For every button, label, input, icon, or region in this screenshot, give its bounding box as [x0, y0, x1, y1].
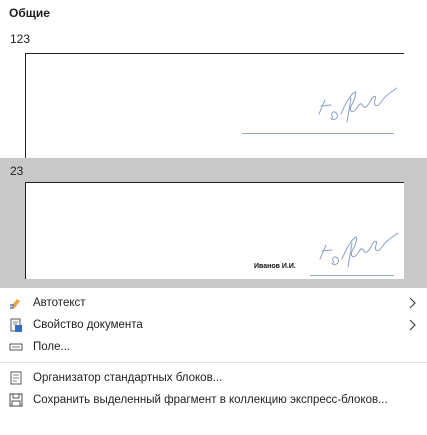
block-name: 123: [10, 32, 31, 46]
gallery-block-23[interactable]: [0, 158, 427, 288]
section-title: Общие: [9, 6, 50, 20]
menu-item-autotext[interactable]: [0, 292, 427, 314]
menu-separator: [0, 362, 427, 363]
document-property-icon: [8, 317, 24, 333]
autotext-icon: [8, 295, 24, 311]
menu-item-building-blocks-organizer[interactable]: [0, 367, 427, 389]
chevron-right-icon: [407, 319, 417, 331]
signer-name: Иванов И.И.: [254, 263, 296, 270]
menu-item-label: Автотекст: [33, 297, 86, 309]
menu-item-label: Организатор стандартных блоков...: [33, 372, 223, 384]
menu-item-label: Сохранить выделенный фрагмент в коллекцию экспресс-блоков...: [33, 394, 388, 406]
signature-image: [312, 229, 402, 279]
menu-item-label: Поле...: [33, 341, 71, 353]
building-blocks-organizer-icon: [8, 370, 24, 386]
menu-item-save-to-gallery[interactable]: [0, 389, 427, 411]
menu-item-label: Свойство документа: [33, 319, 143, 331]
gallery-block-123[interactable]: [0, 26, 427, 158]
signature-image: [311, 84, 401, 134]
block-name: 23: [10, 164, 24, 178]
block-preview: [25, 53, 404, 158]
field-icon: [8, 339, 24, 355]
menu-item-field[interactable]: [0, 336, 427, 358]
menu-item-document-property[interactable]: [0, 314, 427, 336]
chevron-right-icon: [407, 297, 417, 309]
save-icon: [8, 392, 24, 408]
context-menu: [0, 292, 427, 411]
block-preview: [25, 182, 404, 279]
